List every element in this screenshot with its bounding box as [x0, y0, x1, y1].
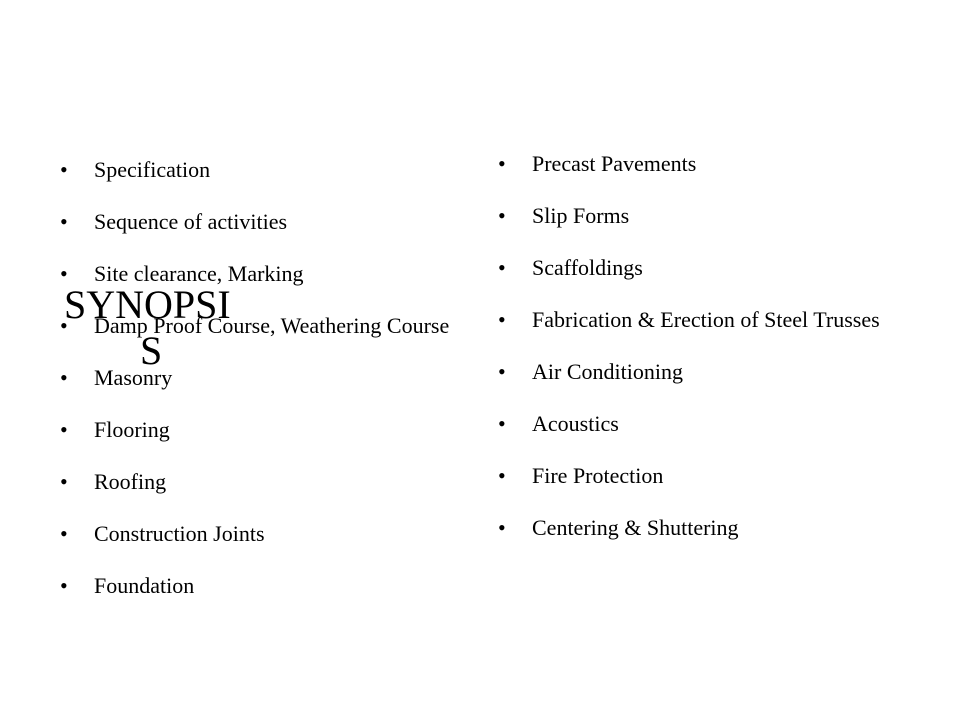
list-item [498, 244, 898, 292]
list-item-text: Scaffoldings [532, 255, 643, 280]
list-item-text: Site clearance, Marking [94, 261, 304, 286]
list-item-text: Centering & Shuttering [532, 515, 739, 540]
list-item-text: Sequence of activities [94, 209, 288, 234]
slide-title [64, 282, 264, 374]
bullet-icon: • [498, 151, 506, 176]
list-item-text: Air Conditioning [532, 359, 683, 384]
list-item [498, 192, 898, 240]
left-bullet-list [60, 146, 470, 614]
bullet-icon: • [498, 203, 506, 228]
slide-title-line-2: S [140, 328, 163, 373]
list-item [60, 406, 470, 454]
list-item-text: Roofing [94, 469, 167, 494]
list-item-text: Flooring [94, 417, 170, 442]
bullet-icon: • [60, 469, 68, 494]
list-item-text: Acoustics [532, 411, 619, 436]
list-item-text: Construction Joints [94, 521, 265, 546]
list-item-text: Specification [94, 157, 211, 182]
list-item-text: Damp Proof Course, Weathering Course [94, 313, 450, 338]
bullet-icon: • [60, 417, 68, 442]
bullet-icon: • [498, 255, 506, 280]
bullet-icon: • [60, 261, 68, 286]
bullet-icon: • [60, 157, 68, 182]
list-item-text: Fabrication & Erection of Steel Trusses [532, 307, 880, 332]
list-item [60, 146, 470, 194]
bullet-icon: • [60, 521, 68, 546]
bullet-icon: • [498, 463, 506, 488]
bullet-icon: • [498, 515, 506, 540]
list-item-text: Fire Protection [532, 463, 664, 488]
list-item [498, 296, 898, 344]
list-item [498, 452, 898, 500]
list-item [60, 458, 470, 506]
list-item-text: Precast Pavements [532, 151, 697, 176]
right-bullet-list [498, 140, 898, 556]
bullet-icon: • [60, 209, 68, 234]
bullet-icon: • [60, 313, 68, 338]
bullet-icon: • [60, 573, 68, 598]
list-item [498, 348, 898, 396]
list-item [498, 140, 898, 188]
list-item-text: Masonry [94, 365, 173, 390]
list-item [60, 510, 470, 558]
slide-title-line-1: SYNOPSI [64, 282, 231, 327]
list-item-text: Foundation [94, 573, 195, 598]
list-item [60, 562, 470, 610]
bullet-icon: • [498, 411, 506, 436]
list-item [498, 400, 898, 448]
list-item-text: Slip Forms [532, 203, 630, 228]
list-item [60, 198, 470, 246]
list-item [498, 504, 898, 552]
bullet-icon: • [60, 365, 68, 390]
bullet-icon: • [498, 359, 506, 384]
bullet-icon: • [498, 307, 506, 332]
